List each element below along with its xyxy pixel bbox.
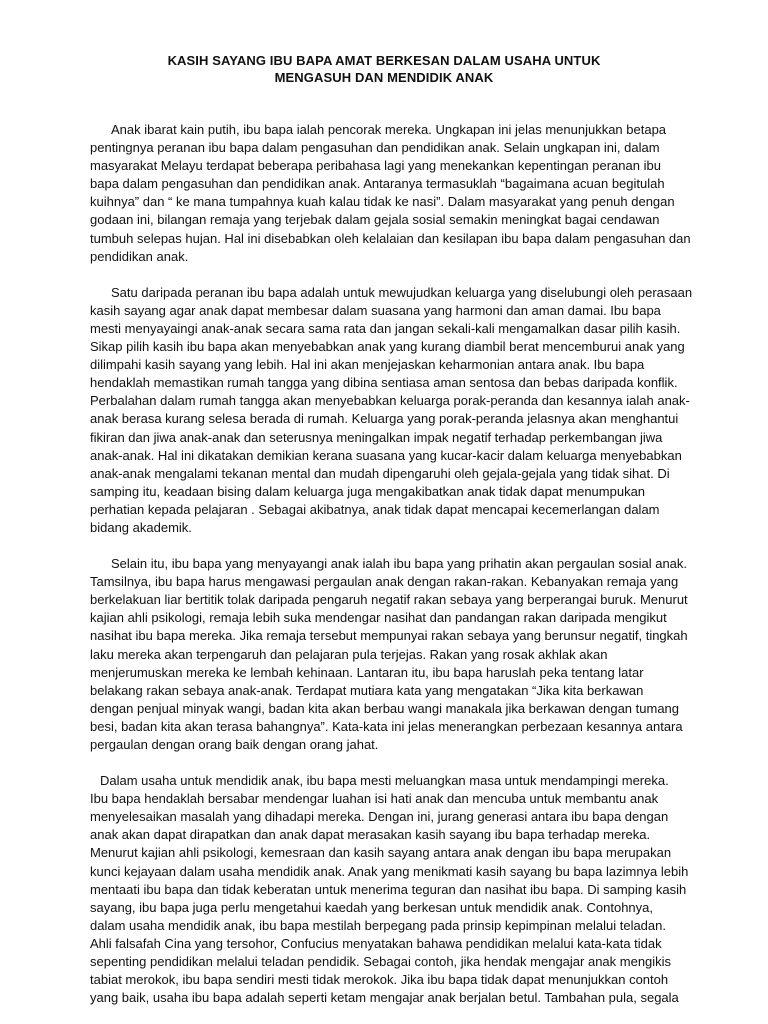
paragraph-4 <box>90 772 690 1007</box>
text-line: dilimpahi kasih sayang yang lebih. Hal ini akan menjejaskan keharmonian antara anak. Ibu bapa <box>90 357 645 373</box>
text-line: Menurut kajian ahli psikologi, kemesraan dan kasih sayang antara anak dengan ibu bapa merupakan <box>90 845 672 861</box>
text-line: belakang rakan sebaya anak-anak. Terdapat mutiara kata yang mengatakan “Jika kita berkawan <box>90 682 644 698</box>
text-line: menyelesaikan masalah yang dihadapi mereka. Dengan ini, jurang generasi antara ibu bapa dengan <box>90 809 669 825</box>
text-line: menjerumuskan mereka ke lembah kehinaan. Lantaran itu, ibu bapa haruslah peka tentang latar <box>90 664 644 680</box>
text-line: kasih sayang agar anak dapat membesar dalam suasana yang harmoni dan aman damai. Ibu bapa <box>90 302 661 318</box>
text-line: mentaati ibu bapa dan tidak keberatan untuk menerima teguran dan nasihat ibu bapa. Di samping kasih <box>90 881 687 897</box>
text-line: Ibu bapa hendaklah bersabar mendengar luahan isi hati anak dan mencuba untuk membantu anak <box>90 791 659 807</box>
text-line: Anak ibarat kain putih, ibu bapa ialah pencorak mereka. Ungkapan ini jelas menunjukkan betapa <box>111 122 667 137</box>
text-line: hendaklah memastikan rumah tangga yang dibina sentiasa aman sentosa dan bebas daripada konflik. <box>90 375 678 391</box>
text-line: Selain itu, ibu bapa yang menyayangi anak ialah ibu bapa yang prihatin akan pergaulan sosial anak. <box>111 556 688 572</box>
text-line: nasihat ibu bapa mereka. Jika remaja tersebut mempunyai rakan sebaya yang berunsur negatif, tingkah <box>90 628 688 644</box>
text-line: kuihnya” dan “ ke mana tumpahnya kuah kalau tidak ke nasi”. Dalam masyarakat yang penuh dengan <box>90 194 675 210</box>
text-line: masyarakat Melayu terdapat beberapa peribahasa lagi yang menekankan kepentingan peranan ibu <box>90 158 661 174</box>
text-line: Tamsilnya, ibu bapa harus mengawasi pergaulan anak dengan rakan-rakan. Kebanyakan remaja yang <box>90 574 679 590</box>
text-line: Sikap pilih kasih ibu bapa akan menyebabkan anak yang kurang diambil berat mencemburui anak yang <box>90 339 685 355</box>
text-line: besi, badan kita akan terasa bahangnya”. Kata-kata ini jelas menerangkan perbezaan kesannya antara <box>90 718 683 734</box>
title-line: KASIH SAYANG IBU BAPA AMAT BERKESAN DALAM USAHA UNTUK <box>167 53 601 68</box>
text-line: yang baik, usaha ibu bapa adalah seperti ketam mengajar anak berjalan betul. Tambahan pula, segala <box>90 990 679 1006</box>
paragraph-2 <box>90 284 693 537</box>
text-line: anak-anak mengalami tekanan mental dan mudah dipengaruhi oleh gejala-gejala yang tidak sihat. Di <box>90 465 670 481</box>
text-line: Satu daripada peranan ibu bapa adalah untuk mewujudkan keluarga yang diselubungi oleh perasaan <box>111 284 693 300</box>
text-line: kajian ahli psikologi, remaja lebih suka mendengar nasihat dan pandangan rakan daripada mengikut <box>90 610 667 626</box>
text-line: pentingnya peranan ibu bapa dalam pengasuhan dan pendidikan anak. Selain ungkapan ini, dalam <box>90 140 660 156</box>
text-line: tabiat merokok, ibu bapa sendiri mesti tidak merokok. Jika ibu bapa tidak dapat menunjukkan contoh <box>90 972 669 988</box>
text-line: anak-anak. Hal ini dikatakan demikian kerana suasana yang kucar-kacir dalam keluarga menyebabkan <box>90 447 682 463</box>
paragraph-1 <box>90 121 690 266</box>
text-line: fikiran dan jiwa anak-anak dan seterusnya meningalkan impak negatif terhadap perkembangan jiwa <box>90 429 663 445</box>
title-line: MENGASUH DAN MENDIDIK ANAK <box>274 70 494 85</box>
text-line: mesti menyayaingi anak-anak secara sama rata dan jangan sekali-kali mengamalkan dasar pilih kasih. <box>90 320 681 336</box>
text-line: pergaulan dengan orang baik dengan orang jahat. <box>90 737 379 752</box>
paragraph-3 <box>90 555 690 754</box>
text-line: Ahli falsafah Cina yang tersohor, Confucius menyatakan bahawa pendidikan melalui kata-kata tidak <box>90 935 662 951</box>
text-line: pendidikan anak. <box>90 248 189 264</box>
text-line: dalam usaha mendidik anak, ibu bapa mestilah berpegang pada prinsip kepimpinan melalui teladan. <box>90 917 666 933</box>
text-line: anak berasa kurang selesa berada di rumah. Keluarga yang porak-peranda jelasnya akan menghantui <box>90 411 679 427</box>
text-line: samping itu, keadaan bising dalam keluarga juga mengakibatkan anak tidak dapat menumpukan <box>90 483 646 499</box>
text-line: anak akan dapat dirapatkan dan anak dapat merasakan kasih sayang ibu bapa terhadap mereka. <box>90 827 651 843</box>
text-line: sepenting pendidikan melalui teladan pendidik. Sebagai contoh, jika hendak mengajar anak mengikis <box>90 954 672 970</box>
document-body <box>90 121 693 1007</box>
text-line: bapa dalam pengasuhan dan pendidikan anak. Antaranya termasuklah “bagaimana acuan begitulah <box>90 176 665 192</box>
text-line: sayang, ibu bapa juga perlu mengetahui kaedah yang berkesan untuk mendidik anak. Contohnya, <box>90 899 654 915</box>
text-line: bidang akademik. <box>90 519 192 535</box>
document-title <box>60 52 708 86</box>
text-line: laku mereka akan terpengaruh dan pelajaran pula terjejas. Rakan yang rosak akhlak akan <box>90 646 608 662</box>
text-line: perhatian kepada pelajaran . Sebagai akibatnya, anak tidak dapat mencapai kecemerlangan dalam <box>90 501 660 517</box>
text-line: Perbalahan dalam rumah tangga akan menyebabkan keluarga porak-peranda dan kesannya ialah anak- <box>90 393 690 409</box>
text-line: tumbuh selepas hujan. Hal ini disebabkan oleh kelalaian dan kesilapan ibu bapa dalam pengasuhan dan <box>90 230 691 246</box>
text-line: godaan ini, bilangan remaja yang terjebak dalam gejala sosial semakin meningkat bagai cendawan <box>90 212 660 228</box>
text-line: kunci kejayaan dalam usaha mendidik anak. Anak yang menikmati kasih sayang bu bapa lazimnya lebih <box>90 863 689 879</box>
text-line: berkelakuan liar bertitik tolak daripada pengaruh negatif rakan sebaya yang berperangai buruk. Menurut <box>90 592 688 608</box>
text-line: Dalam usaha untuk mendidik anak, ibu bapa mesti meluangkan masa untuk mendampingi mereka. <box>100 773 669 789</box>
text-line: dengan penjual minyak wangi, badan kita akan berbau wangi manakala jika berkawan dengan tumang <box>90 700 680 716</box>
